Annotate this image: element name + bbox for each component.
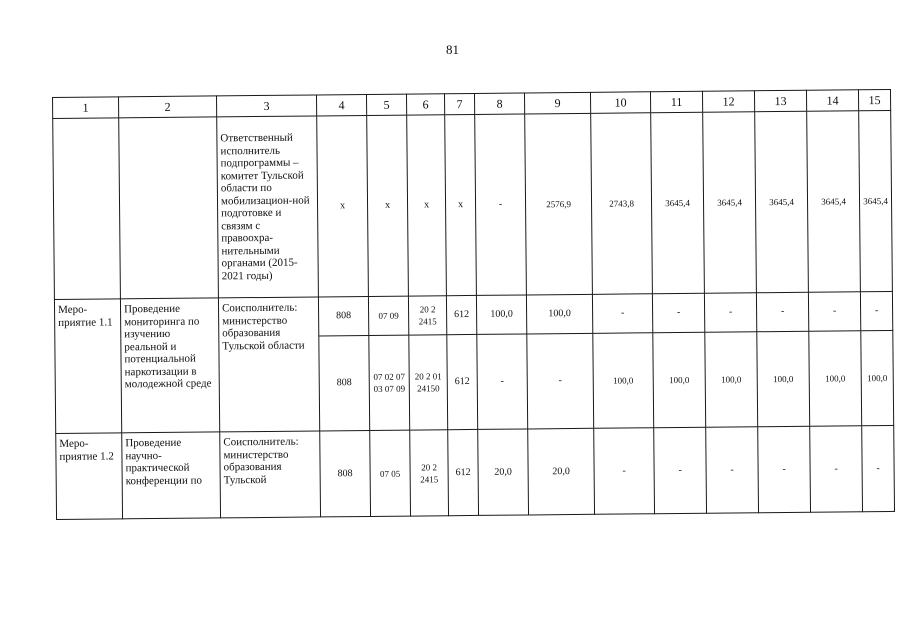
table-cell: х bbox=[317, 115, 369, 296]
table-cell: - bbox=[808, 292, 860, 331]
budget-table bbox=[52, 89, 895, 520]
header-cell: 13 bbox=[754, 90, 806, 111]
header-cell: 9 bbox=[524, 92, 590, 114]
table-cell: - bbox=[758, 426, 811, 512]
table-cell: 20 2 2415 bbox=[410, 430, 449, 516]
table-cell: - bbox=[594, 428, 655, 515]
header-cell: 12 bbox=[702, 91, 754, 112]
table-row bbox=[56, 425, 895, 519]
header-cell: 1 bbox=[53, 97, 119, 119]
table-cell: - bbox=[527, 333, 594, 429]
table-cell: Меро-приятие 1.2 bbox=[56, 433, 123, 520]
table-cell: 20,0 bbox=[528, 428, 595, 515]
table-cell: 808 bbox=[320, 430, 371, 516]
header-cell: 8 bbox=[474, 93, 524, 114]
table-cell: 20 2 01 24150 bbox=[409, 335, 448, 430]
table-cell bbox=[53, 118, 121, 300]
table-cell: - bbox=[652, 293, 704, 332]
header-cell: 3 bbox=[216, 95, 316, 117]
table-cell: 07 09 bbox=[368, 296, 408, 335]
table-row bbox=[53, 110, 893, 299]
header-cell: 15 bbox=[858, 89, 890, 110]
table-cell: х bbox=[367, 115, 409, 296]
table-cell: 100,0 bbox=[593, 333, 654, 429]
table-cell: 100,0 bbox=[757, 331, 810, 426]
header-cell: 10 bbox=[590, 92, 650, 114]
table-cell: Меро-приятие 1.1 bbox=[54, 299, 121, 434]
table-cell: - bbox=[475, 114, 527, 295]
table-cell: х bbox=[407, 115, 447, 296]
table-cell: 2743,8 bbox=[591, 113, 653, 295]
table-cell: 612 bbox=[447, 334, 478, 429]
page-number: 81 bbox=[446, 42, 459, 57]
table-cell: Проведение научно-практической конференции по bbox=[122, 432, 221, 519]
table-cell: 100,0 bbox=[809, 331, 862, 426]
table-cell: 3645,4 bbox=[755, 111, 809, 292]
table-cell: Соисполнитель: министерство образования Тульской области bbox=[218, 297, 319, 432]
table-cell: 3645,4 bbox=[807, 111, 861, 292]
table-cell: х bbox=[445, 114, 477, 295]
table-cell: 3645,4 bbox=[859, 110, 893, 291]
table-cell: 2576,9 bbox=[525, 113, 593, 295]
table-cell: - bbox=[862, 425, 895, 511]
table-cell: - bbox=[756, 292, 808, 331]
table-cell: 612 bbox=[448, 429, 479, 515]
header-cell: 6 bbox=[406, 94, 444, 115]
header-cell: 2 bbox=[119, 96, 217, 118]
table-cell: - bbox=[810, 426, 863, 512]
header-cell: 4 bbox=[316, 94, 366, 115]
header-cell: 7 bbox=[444, 93, 474, 114]
table-cell: - bbox=[654, 427, 707, 513]
table-cell: Ответственный исполнитель подпрограммы – комитет Тульской области по мобилизацион-ной подготовке и связям с правоохра-нительными органами (2015-2021 годы) bbox=[217, 116, 319, 298]
table-cell: 07 02 07 03 07 09 bbox=[369, 335, 410, 430]
table-cell: 07 05 bbox=[370, 430, 411, 516]
table-cell: 100,0 bbox=[653, 332, 706, 427]
table-cell: Соисполнитель: министерство образования Тульской bbox=[220, 431, 321, 518]
table-cell: - bbox=[592, 294, 652, 334]
table-cell: 100,0 bbox=[705, 332, 758, 427]
table-cell bbox=[119, 117, 219, 299]
header-cell: 14 bbox=[806, 90, 858, 111]
table-cell: - bbox=[706, 427, 759, 513]
table-cell: 100,0 bbox=[861, 330, 894, 425]
table-cell: 3645,4 bbox=[651, 112, 705, 293]
table-cell: Проведение мониторинга по изучению реальной и потенциальной наркотизации в молодежной среде bbox=[120, 298, 219, 433]
table-cell: 100,0 bbox=[526, 294, 592, 334]
table-cell: - bbox=[477, 334, 528, 429]
header-cell: 11 bbox=[650, 91, 702, 112]
table-cell: - bbox=[860, 291, 892, 330]
header-cell: 5 bbox=[366, 94, 406, 115]
table-cell: 808 bbox=[319, 335, 370, 430]
table-cell: 20 2 2415 bbox=[408, 296, 446, 335]
table-cell: 3645,4 bbox=[703, 112, 757, 293]
table-cell: 100,0 bbox=[476, 295, 526, 334]
table-cell: 20,0 bbox=[478, 429, 529, 515]
table-cell: - bbox=[704, 293, 756, 332]
table-cell: 612 bbox=[446, 295, 476, 334]
table-cell: 808 bbox=[318, 296, 368, 335]
